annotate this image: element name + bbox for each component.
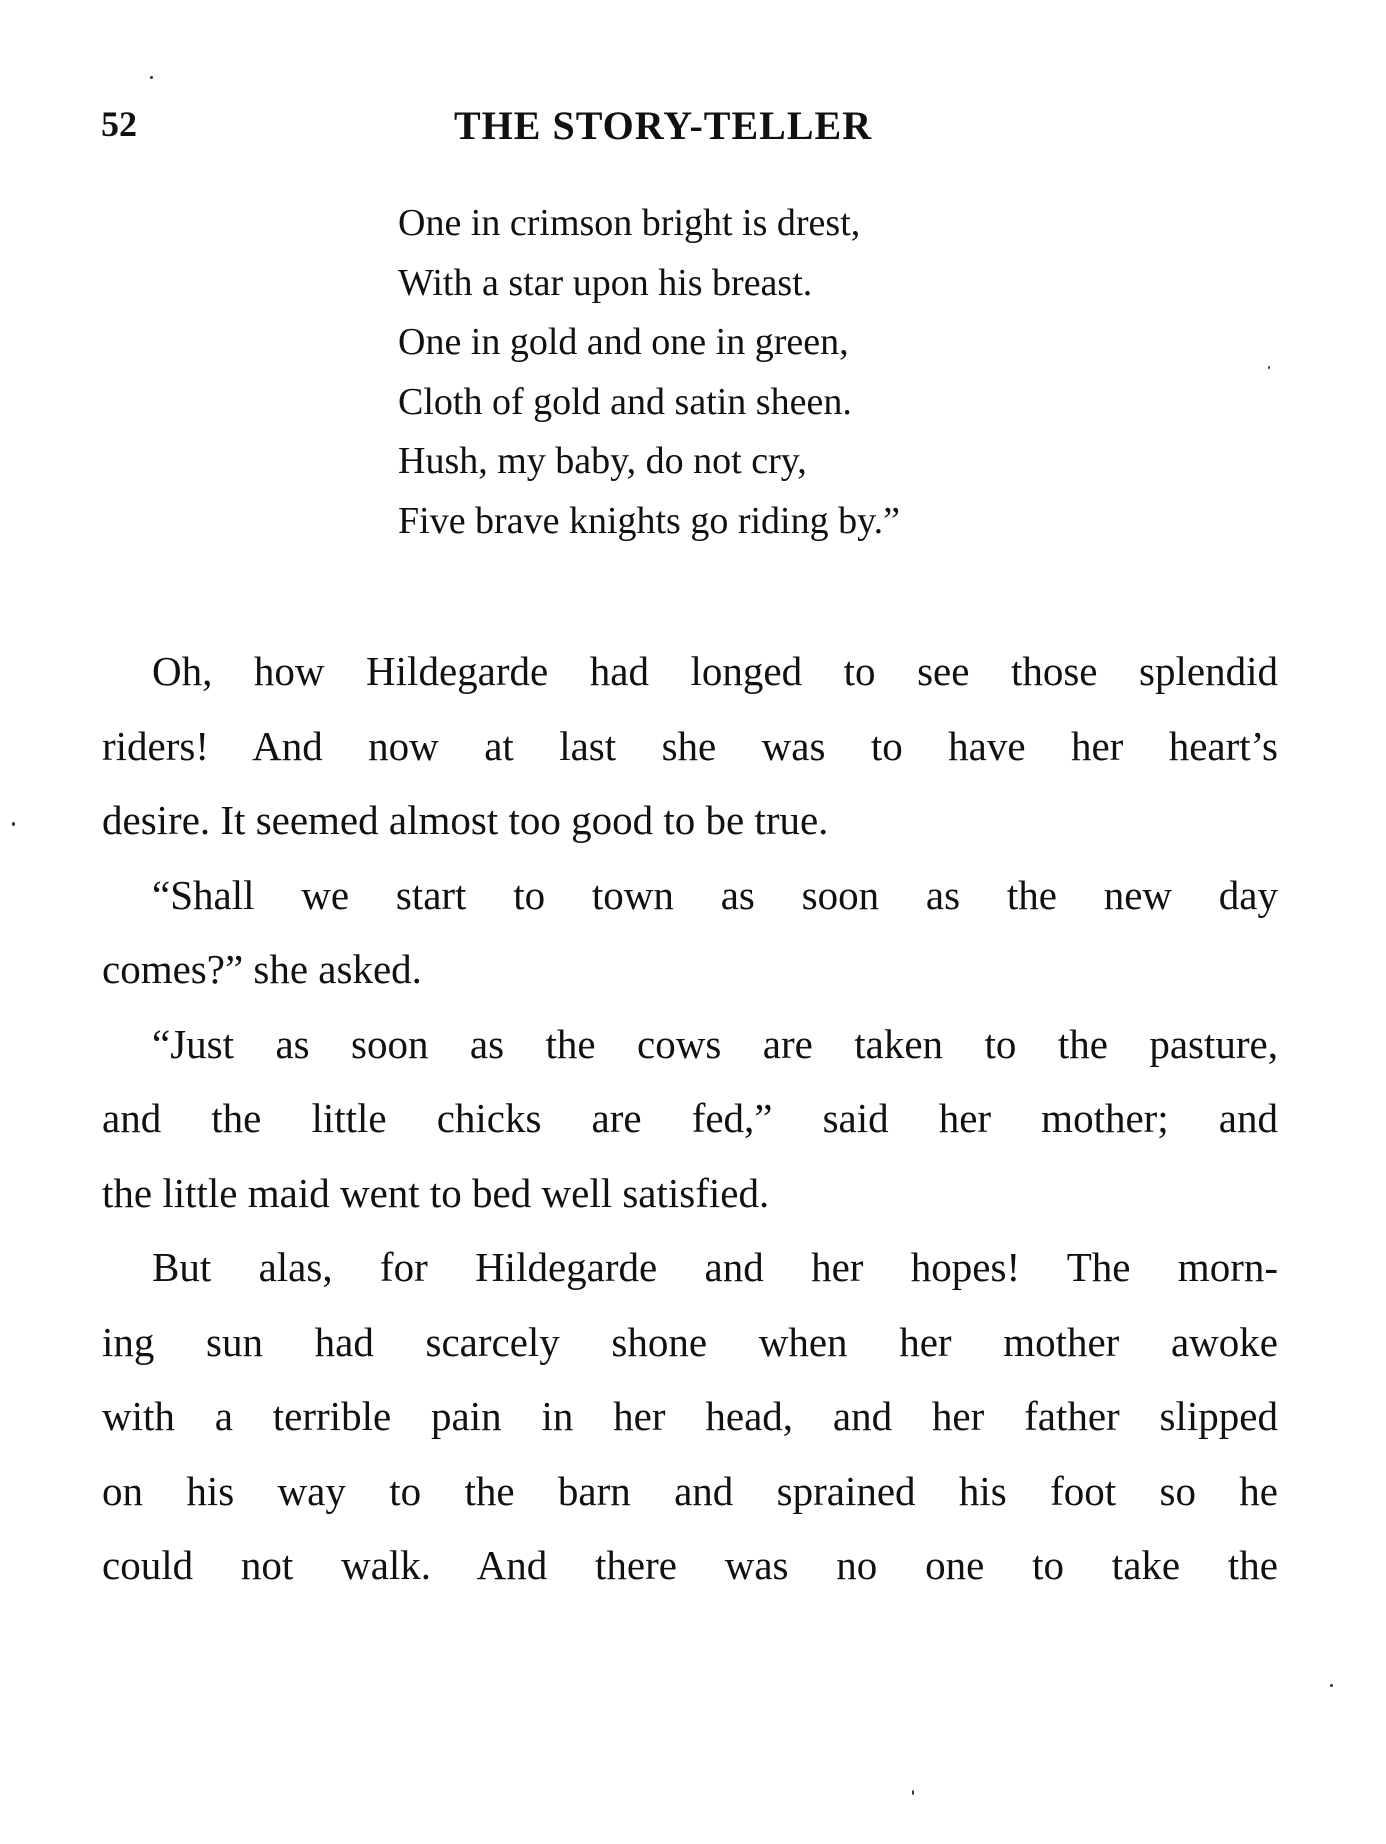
print-speck (150, 76, 153, 79)
print-speck (912, 1790, 914, 1795)
text-line: and the little chicks are fed,” said her mother; and (102, 1095, 1278, 1141)
text-line: But alas, for Hildegarde and her hopes! The morn- (152, 1244, 1278, 1290)
text-line: “Just as soon as the cows are taken to the pasture, (152, 1020, 1278, 1067)
poem-stanza (398, 194, 900, 551)
text-line: ing sun had scarcely shone when her mother awoke (102, 1318, 1278, 1365)
poem-line: Cloth of gold and satin sheen. (398, 380, 852, 423)
poem-line: One in gold and one in green, (398, 321, 849, 363)
text-line: with a terrible pain in her head, and her father slipped (102, 1393, 1278, 1439)
text-line: Oh, how Hildegarde had longed to see those splendid (152, 648, 1278, 694)
text-line: could not walk. And there was no one to take the (102, 1542, 1278, 1588)
running-title: THE STORY-TELLER (454, 103, 873, 148)
body-text (102, 634, 1278, 1603)
text-line: desire. It seemed almost too good to be true. (102, 797, 829, 843)
print-speck (1330, 1684, 1333, 1687)
text-line: on his way to the barn and sprained his foot so he (102, 1467, 1278, 1514)
page-number: 52 (101, 104, 137, 144)
poem-line: One in crimson bright is drest, (398, 202, 861, 244)
text-line: the little maid went to bed well satisfied. (102, 1169, 770, 1216)
poem-line: Five brave knights go riding by.” (398, 499, 901, 542)
print-speck (12, 822, 15, 826)
text-line: “Shall we start to town as soon as the new day (152, 871, 1278, 918)
text-line: riders! And now at last she was to have her heart’s (102, 722, 1278, 769)
text-line: comes?” she asked. (102, 946, 422, 992)
print-speck (1268, 366, 1270, 369)
poem-line: Hush, my baby, do not cry, (398, 440, 807, 482)
poem-line: With a star upon his breast. (398, 261, 813, 304)
